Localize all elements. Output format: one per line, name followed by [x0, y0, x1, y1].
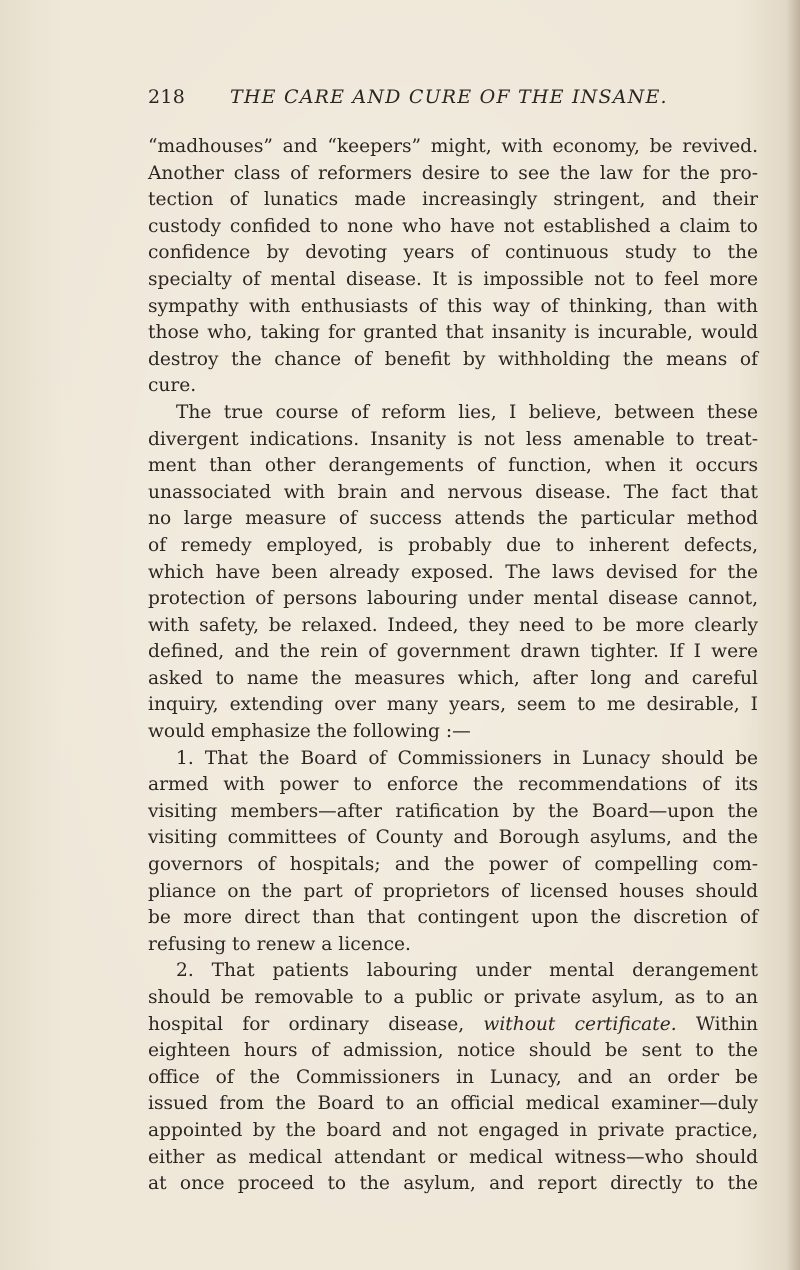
text-line: tection of lunatics made increasingly stringent, and their	[148, 189, 758, 211]
text-line: asked to name the measures which, after long and careful	[148, 667, 758, 689]
text-line: governors of hospitals; and the power of compelling com-	[148, 854, 758, 876]
text-line: should be removable to a public or private asylum, as to an	[148, 987, 758, 1008]
text-line: destroy the chance of benefit by withholding the means of	[148, 348, 758, 370]
text-line: specialty of mental disease. It is impossible not to feel more	[148, 268, 758, 290]
text-line: either as medical attendant or medical witness—who should	[148, 1146, 758, 1168]
text-line: issued from the Board to an official medical examiner—duly	[148, 1093, 758, 1115]
text-line: appointed by the board and not engaged in private practice,	[148, 1119, 758, 1141]
text-line: pliance on the part of proprietors of licensed houses should	[148, 880, 758, 902]
running-header	[148, 86, 758, 116]
text-line: of remedy employed, is probably due to inherent defects,	[148, 534, 758, 556]
text-line: refusing to renew a licence.	[148, 933, 411, 955]
text-line: Another class of reformers desire to see the law for the pro-	[148, 162, 758, 184]
text-line: armed with power to enforce the recommendations of its	[148, 774, 758, 796]
text-line: divergent indications. Insanity is not less amenable to treat-	[148, 428, 758, 450]
text-line: unassociated with brain and nervous disease. The fact that	[148, 481, 758, 503]
text-line: “madhouses” and “keepers” might, with economy, be revived.	[148, 136, 758, 157]
text-line: with safety, be relaxed. Indeed, they need to be more clearly	[148, 614, 758, 636]
page-number: 218	[148, 86, 186, 108]
text-line: those who, taking for granted that insanity is incurable, would	[148, 322, 758, 344]
running-title: THE CARE AND CURE OF THE INSANE.	[230, 86, 668, 108]
text-line: be more direct than that contingent upon the discretion of	[148, 907, 758, 929]
text-line: The true course of reform lies, I believe, between these	[176, 401, 758, 423]
text-line: protection of persons labouring under mental disease cannot,	[148, 588, 758, 610]
italic-emphasis: without certificate.	[483, 1013, 677, 1035]
text-line: no large measure of success attends the particular method	[148, 508, 758, 530]
text-line: sympathy with enthusiasts of this way of thinking, than with	[148, 295, 758, 317]
text-segment: hospital for ordinary disease,	[148, 1013, 484, 1035]
text-line: defined, and the rein of government drawn tighter. If I were	[148, 641, 758, 663]
text-line: ment than other derangements of function, when it occurs	[148, 455, 758, 477]
text-line: visiting committees of County and Borough asylums, and the	[148, 827, 758, 849]
text-segment: Within	[676, 1013, 759, 1035]
text-line: office of the Commissioners in Lunacy, and an order be	[148, 1066, 758, 1088]
text-line	[148, 1012, 758, 1039]
text-line: at once proceed to the asylum, and report directly to the	[148, 1173, 758, 1195]
text-line: eighteen hours of admission, notice should be sent to the	[148, 1040, 758, 1062]
text-line: confidence by devoting years of continuous study to the	[148, 242, 758, 264]
text-line: inquiry, extending over many years, seem to me desirable, I	[148, 694, 758, 716]
text-line: which have been already exposed. The laws devised for the	[148, 561, 758, 583]
text-line: cure.	[148, 375, 197, 397]
text-line: visiting members—after ratification by the Board—upon the	[148, 800, 758, 822]
text-line: 2. That patients labouring under mental derangement	[176, 960, 758, 982]
body-text	[148, 134, 758, 1198]
text-line: 1. That the Board of Commissioners in Lunacy should be	[176, 747, 758, 769]
text-line: custody confided to none who have not established a claim to	[148, 215, 758, 237]
text-line: would emphasize the following :—	[148, 721, 471, 743]
page-edge-shadow	[786, 0, 800, 1270]
